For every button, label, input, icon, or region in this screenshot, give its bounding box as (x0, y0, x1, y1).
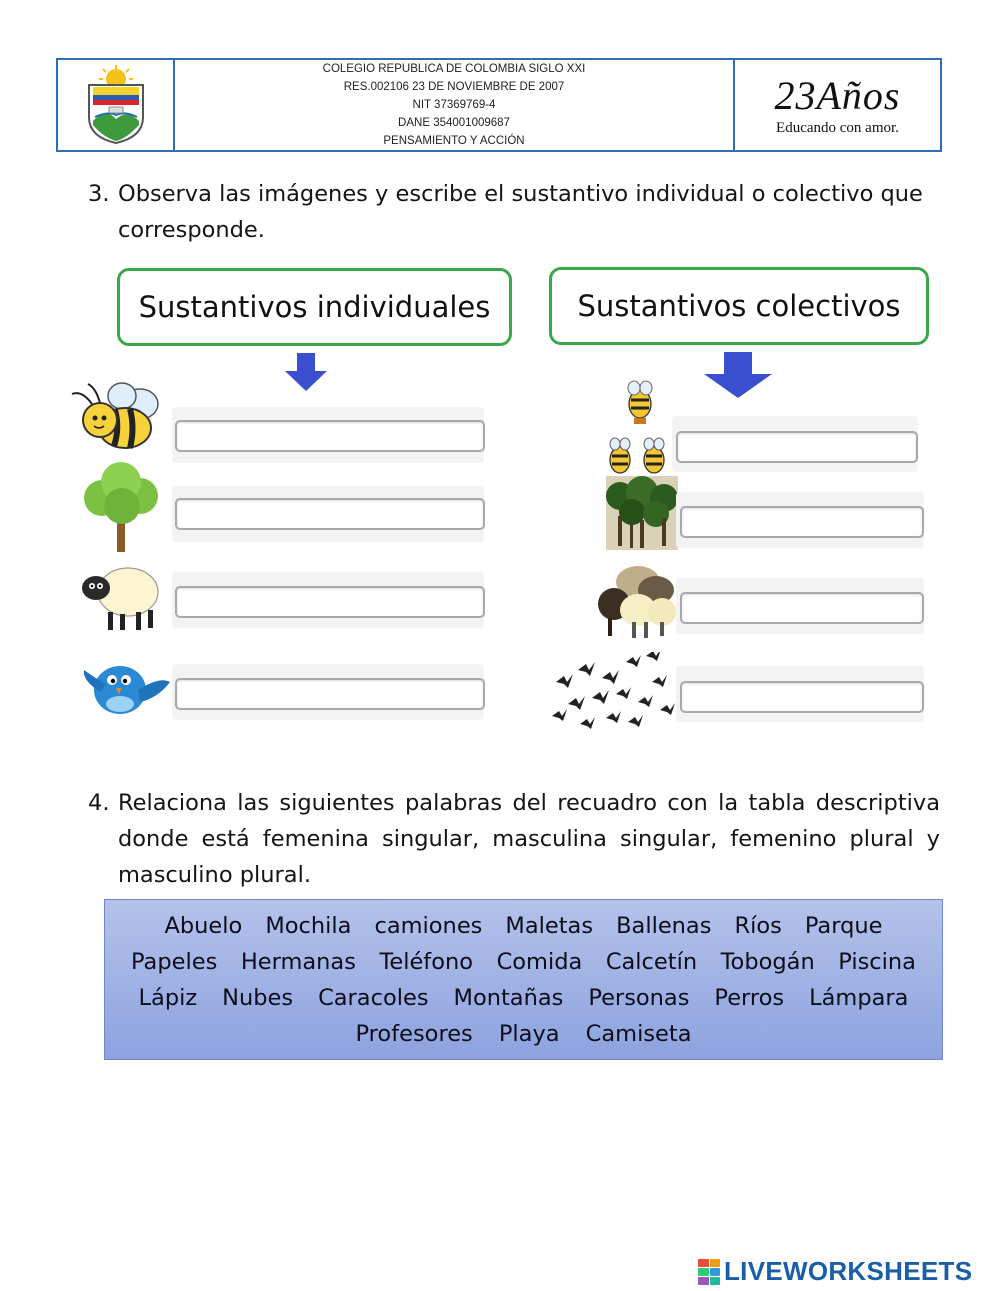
school-slogan: PENSAMIENTO Y ACCIÓN (383, 135, 525, 147)
word-item: Nubes (222, 984, 294, 1011)
school-info (175, 60, 735, 150)
word-item: Personas (588, 984, 690, 1011)
anniversary-text: 23Años (774, 72, 901, 118)
word-item: Calcetín (605, 948, 698, 975)
question-4 (88, 785, 940, 893)
word-item: Maletas (505, 912, 594, 939)
school-crest (58, 60, 175, 150)
word-item: Ríos (734, 912, 782, 939)
bird-icon (80, 650, 172, 722)
word-item: Parque (804, 912, 883, 939)
word-item: Ballenas (616, 912, 712, 939)
answer-field-individual-2[interactable] (175, 498, 485, 530)
liveworksheets-logo[interactable] (698, 1256, 972, 1287)
liveworksheets-brand: LIVEWORKSHEETS (724, 1256, 973, 1286)
anniversary-badge (735, 60, 940, 150)
word-bank (104, 899, 943, 1060)
sheep-icon (80, 560, 162, 632)
word-item: Papeles (131, 948, 218, 975)
question-4-number: 4. (88, 790, 110, 816)
word-item: Profesores (355, 1020, 473, 1047)
word-item: Hermanas (240, 948, 356, 975)
word-item: Lápiz (138, 984, 198, 1011)
word-item: Mochila (265, 912, 352, 939)
school-crest-icon (81, 65, 151, 145)
word-item: Camiseta (585, 1020, 692, 1047)
flock-of-sheep-icon (594, 560, 678, 642)
word-item: Playa (498, 1020, 560, 1047)
question-4-text: Relaciona las siguientes palabras del recuadro con la tabla descriptiva donde está femenina singular, masculina singular, femenino plural y masculino plural. (118, 790, 940, 888)
individual-nouns-box (117, 268, 512, 346)
question-3 (88, 176, 948, 248)
forest-icon (606, 476, 678, 550)
answer-field-collective-2[interactable] (680, 506, 924, 538)
word-row (356, 1016, 692, 1052)
school-header (56, 58, 942, 152)
school-resolution: RES.002106 23 DE NOVIEMBRE DE 2007 (343, 81, 565, 93)
arrow-down-icon (704, 352, 772, 398)
word-row (139, 980, 909, 1016)
tree-icon (80, 462, 162, 552)
school-nit: NIT 37369769-4 (412, 99, 496, 111)
word-item: Caracoles (318, 984, 429, 1011)
answer-field-individual-1[interactable] (175, 420, 485, 452)
school-dane: DANE 354001009687 (398, 117, 510, 129)
answer-field-individual-4[interactable] (175, 678, 485, 710)
word-row (165, 908, 883, 944)
word-item: Tobogán (720, 948, 815, 975)
word-item: Montañas (453, 984, 564, 1011)
word-row (131, 944, 916, 980)
bee-icon (70, 378, 165, 458)
arrow-down-icon (285, 353, 327, 391)
word-item: Abuelo (164, 912, 243, 939)
answer-field-collective-3[interactable] (680, 592, 924, 624)
answer-field-individual-3[interactable] (175, 586, 485, 618)
word-item: Lámpara (809, 984, 909, 1011)
word-item: Piscina (838, 948, 916, 975)
word-item: Teléfono (379, 948, 474, 975)
flock-of-birds-icon (548, 652, 680, 734)
question-3-text: Observa las imágenes y escribe el sustantivo individual o colectivo que corresponde. (118, 181, 923, 243)
word-item: Perros (714, 984, 785, 1011)
answer-field-collective-1[interactable] (676, 431, 918, 463)
collective-nouns-title: Sustantivos colectivos (577, 289, 901, 323)
bee-swarm-icon (604, 378, 676, 478)
liveworksheets-badge-icon (698, 1259, 720, 1285)
collective-nouns-box (549, 267, 929, 345)
answer-field-collective-4[interactable] (680, 681, 924, 713)
word-item: camiones (374, 912, 483, 939)
individual-nouns-title: Sustantivos individuales (138, 290, 491, 324)
motto-text: Educando con amor. (776, 119, 899, 136)
school-name: COLEGIO REPUBLICA DE COLOMBIA SIGLO XXI (322, 63, 586, 75)
word-item: Comida (496, 948, 583, 975)
question-3-number: 3. (88, 181, 110, 207)
